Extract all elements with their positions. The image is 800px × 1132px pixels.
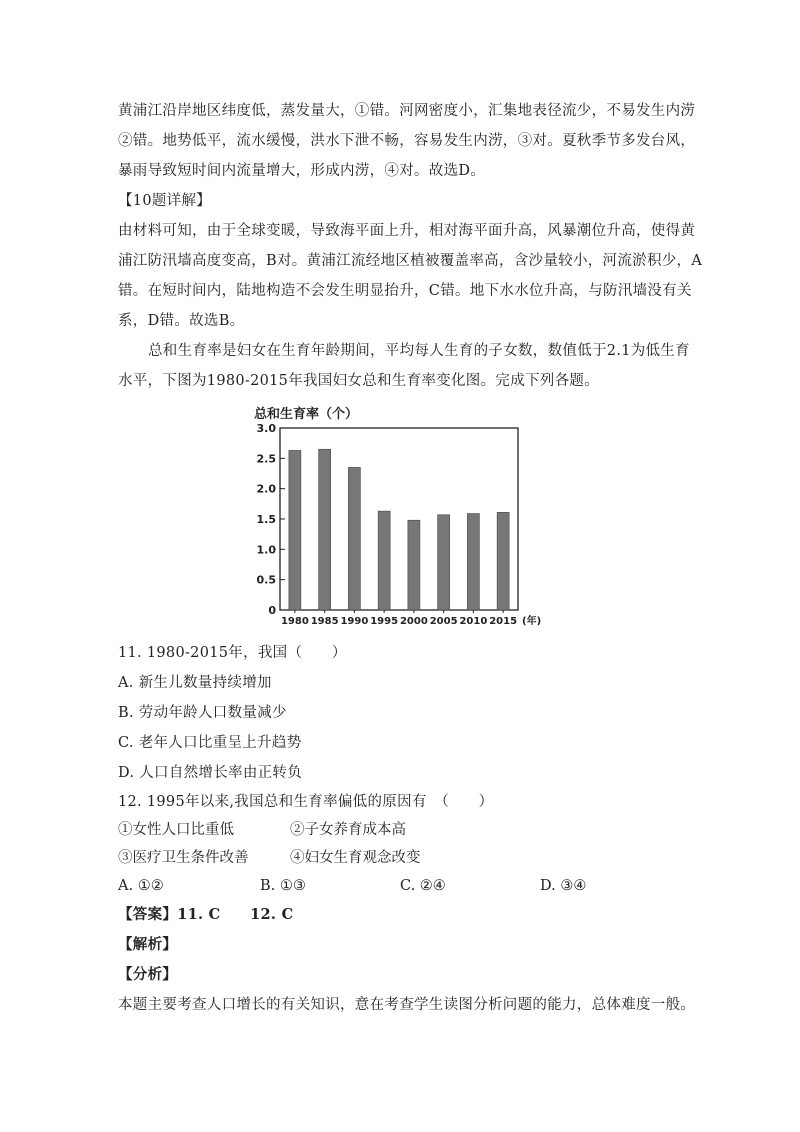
paragraph-line: 总和生育率是妇女在生育年龄期间，平均每人生育的子女数，数值低于2.1为低生育 <box>148 343 690 359</box>
bar-1985 <box>319 449 331 610</box>
question-12-option-c[interactable]: C. ②④ <box>400 878 446 894</box>
chart-xlabel: (年) <box>522 616 542 627</box>
y-tick-label: 2.5 <box>256 452 276 466</box>
bar-2005 <box>438 515 450 610</box>
question-11-option-b[interactable]: B. 劳动年龄人口数量减少 <box>118 705 287 721</box>
question-12-option-d[interactable]: D. ③④ <box>540 878 587 894</box>
x-tick-label: 1980 <box>280 616 309 627</box>
answer-line: 【答案】11. C 12. C <box>118 906 294 923</box>
fertility-rate-chart <box>252 404 552 636</box>
paragraph-line: 黄浦江沿岸地区纬度低，蒸发量大，①错。河网密度小，汇集地表径流少，不易发生内涝 <box>118 103 696 119</box>
x-tick-label: 2015 <box>489 616 518 627</box>
summary-line: 本题主要考查人口增长的有关知识，意在考查学生读图分析问题的能力，总体难度一般。 <box>118 997 696 1013</box>
bar-2010 <box>467 514 479 610</box>
bar-1980 <box>289 450 301 610</box>
bar-2000 <box>408 520 420 610</box>
paragraph-line: ②错。地势低平，流水缓慢，洪水下泄不畅，容易发生内涝，③对。夏秋季节多发台风， <box>118 133 696 149</box>
y-tick-label: 2.0 <box>256 482 276 496</box>
paragraph-line: 暴雨导致短时间内流量增大，形成内涝，④对。故选D。 <box>118 163 486 179</box>
bar-1995 <box>378 511 390 610</box>
question-12-item-1: ①女性人口比重低 <box>118 822 234 838</box>
question-12-stem: 12. 1995年以来,我国总和生育率偏低的原因有 （ ） <box>118 794 494 810</box>
x-tick-label: 2000 <box>399 616 428 627</box>
x-tick-label: 1985 <box>310 616 339 627</box>
x-tick-label: 1995 <box>370 616 399 627</box>
paragraph-line: 浦江防汛墙高度变高，B对。黄浦江流经地区植被覆盖率高，含沙量较小，河流淤积少，A <box>118 253 703 269</box>
analysis-label: 【解析】 <box>118 936 178 953</box>
paragraph-line: 错。在短时间内，陆地构造不会发生明显抬升，C错。地下水水位升高，与防汛墙没有关 <box>118 283 692 299</box>
y-tick-label: 1.5 <box>256 513 276 526</box>
fenxi-label: 【分析】 <box>118 966 178 983</box>
x-tick-label: 2005 <box>429 616 458 627</box>
question-12-option-b[interactable]: B. ①③ <box>260 878 306 894</box>
question-12-item-3: ③医疗卫生条件改善 <box>118 850 249 866</box>
section-heading: 【10题详解】 <box>118 193 212 209</box>
plot-frame <box>280 428 518 610</box>
question-12-item-2: ②子女养育成本高 <box>290 822 406 838</box>
question-12-option-a[interactable]: A. ①② <box>118 878 164 894</box>
question-11-option-a[interactable]: A. 新生儿数量持续增加 <box>118 675 272 691</box>
question-12-item-4: ④妇女生育观念改变 <box>290 850 421 866</box>
y-tick-label: 1.0 <box>256 543 276 557</box>
question-11-option-c[interactable]: C. 老年人口比重呈上升趋势 <box>118 735 302 751</box>
y-tick-label: 0.5 <box>256 573 276 587</box>
x-tick-label: 2010 <box>459 616 488 627</box>
question-11-option-d[interactable]: D. 人口自然增长率由正转负 <box>118 765 303 781</box>
y-tick-label: 3.0 <box>256 422 276 435</box>
x-tick-label: 1990 <box>340 616 369 627</box>
paragraph-line: 水平，下图为1980-2015年我国妇女总和生育率变化图。完成下列各题。 <box>118 373 599 389</box>
y-tick-label: 0 <box>268 604 276 617</box>
chart-ylabel: 总和生育率（个） <box>254 407 359 422</box>
bar-1990 <box>348 467 360 610</box>
paragraph-line: 由材料可知，由于全球变暖，导致海平面上升，相对海平面升高，风暴潮位升高，使得黄 <box>118 223 696 239</box>
paragraph-line: 系，D错。故选B。 <box>118 313 245 329</box>
bar-2015 <box>497 512 509 610</box>
question-11-stem: 11. 1980-2015年，我国（ ） <box>118 645 347 661</box>
